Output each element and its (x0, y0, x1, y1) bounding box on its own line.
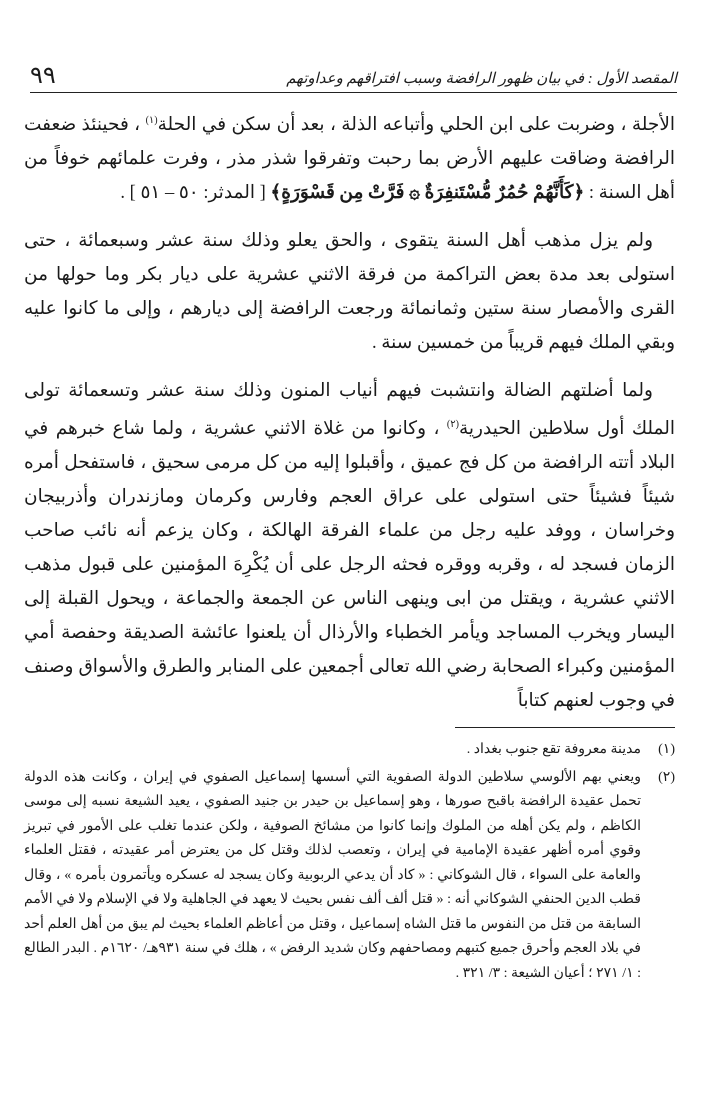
page-number: ٩٩ (30, 63, 56, 89)
paragraph-1 (24, 104, 675, 210)
paragraph-1-text: الأجلة ، وضربت على ابن الحلي وأتباعه الذلة ، بعد أن سكن في الحلة (157, 115, 676, 136)
footnotes (24, 738, 675, 989)
verse-citation: [ المدثر: ٥٠ – ٥١ ] . (120, 183, 266, 204)
quran-verse: ﴿كَأَنَّهُمْ حُمُرٌ مُّسْتَنفِرَةٌ ۞ فَرَّتْ مِن قَسْوَرَةٍ﴾ (270, 183, 585, 204)
footnote-ref-2: (٢) (446, 419, 459, 431)
footnote-separator (455, 727, 675, 728)
footnote-ref-1: (١) (145, 115, 158, 126)
paragraph-3-text-cont: ، وكانوا من غلاة الاثني عشرية ، ولما شاع خبرهم في البلاد أتته الرافضة من كل فج عميق ، وأقبلوا إليه من كل مرمى سحيق ، فاستفحل أمره شيئاً فشيئاً حتى استولى على عراق العجم وفارس وكرمان ومازندران وأذربيجان وخراسان ، ووفد عليه رجل من علماء الفرقة الهالكة ، وكان يزعم أنه نائب صاحب الزمان فسجد له ، وقربه ووقره فحثه الرجل على أن يُكْرِهَ المؤمنين على قبول مذهب الاثني عشرية ، ويقتل من ابى وينهى الناس عن الجمعة والجماعة ، ويحول القبلة إلى اليسار ويخرب المساجد ويأمر الخطباء والأرذال أن يلعنوا عائشة الصديقة وحفصة أمي المؤمنين وكبراء الصحابة رضي الله تعالى أجمعين على المنابر والطرق والأسواق وصنف في وجوب لعنهم كتاباً (24, 419, 675, 712)
paragraph-2: ولم يزل مذهب أهل السنة يتقوى ، والحق يعلو وذلك سنة عشر وسبعمائة ، حتى استولى بعد مدة بعض التراكمة من فرقة الاثني عشرية على ديار بكر وما حولها من القرى والأمصار سنة ستين وثمانمائة ورجعت الرافضة إلى ديارهم ، وإلى ما كانوا عليه وبقي الملك فيهم قريباً من خمسين سنة . (24, 231, 675, 354)
footnote-text: مدينة معروفة تقع جنوب بغداد . (466, 742, 641, 757)
running-title: المقصد الأول : في بيان ظهور الرافضة وسبب افتراقهم وعداوتهم (286, 71, 677, 87)
footnote-number: (٢) (658, 769, 675, 785)
footnote-number: (١) (658, 742, 675, 757)
paragraph-1-text-cont: ، فحينئذ ضعفت الرافضة وضاقت عليهم الأرض بما رحبت وتفرقوا شذر مذر ، وفرت علمائهم خوفاً من أهل السنة : (24, 115, 675, 204)
page-header (30, 56, 677, 93)
footnote-2 (24, 766, 675, 987)
footnote-text: ويعني بهم الألوسي سلاطين الدولة الصفوية التي أسسها إسماعيل الصفوي في إيران ، وكانت هذه الدولة تحمل عقيدة الرافضة باقبح صورها ، وهو إسماعيل بن حيدر بن جنيد الصفوي ، يعيد الشيعة نسبه إلى موسى الكاظم ، ولم يكن أهله من الملوك وإنما كانوا من مشائخ الصوفية ، ولكن عندما تغلب على الأمور في تبريز وقوي أمره أظهر عقيدة الإمامية في إيران ، وتعصب لذلك وقتل كل من يعترض أمر عقيدته ، فقتل العلماء والعامة على السواء ، قال الشوكاني : « كاد أن يدعي الربوبية وكان يسجد له عسكره ويأتمرون بأمره » ، وقال قطب الدين الحنفي الشوكاني أنه : « قتل ألف ألف نفس بحيث لا يعهد في الجاهلية ولا في الإسلام ولا في الأمم السابقة من قتل من النفوس ما قتل الشاه إسماعيل ، وقتل من أعاظم العلماء بحيث لم يبق من أهل العلم أحد في بلاد العجم وأحرق جميع كتبهم ومصاحفهم وكان شديد الرفض » ، هلك في سنة ٩٣١هـ/ ١٦٢٠م . البدر الطالع : ١/ ٢٧١ ؛ أعيان الشيعة : ٣/ ٣٢١ . (24, 769, 641, 981)
footnote-1 (24, 738, 675, 763)
paragraph-3 (24, 374, 675, 718)
main-text (24, 104, 675, 732)
paragraph-3-text: ولما أضلتهم الضالة وانتشبت فيهم أنياب المنون وذلك سنة عشر وتسعمائة تولى الملك أول سلاطين الحيدرية (24, 381, 676, 440)
